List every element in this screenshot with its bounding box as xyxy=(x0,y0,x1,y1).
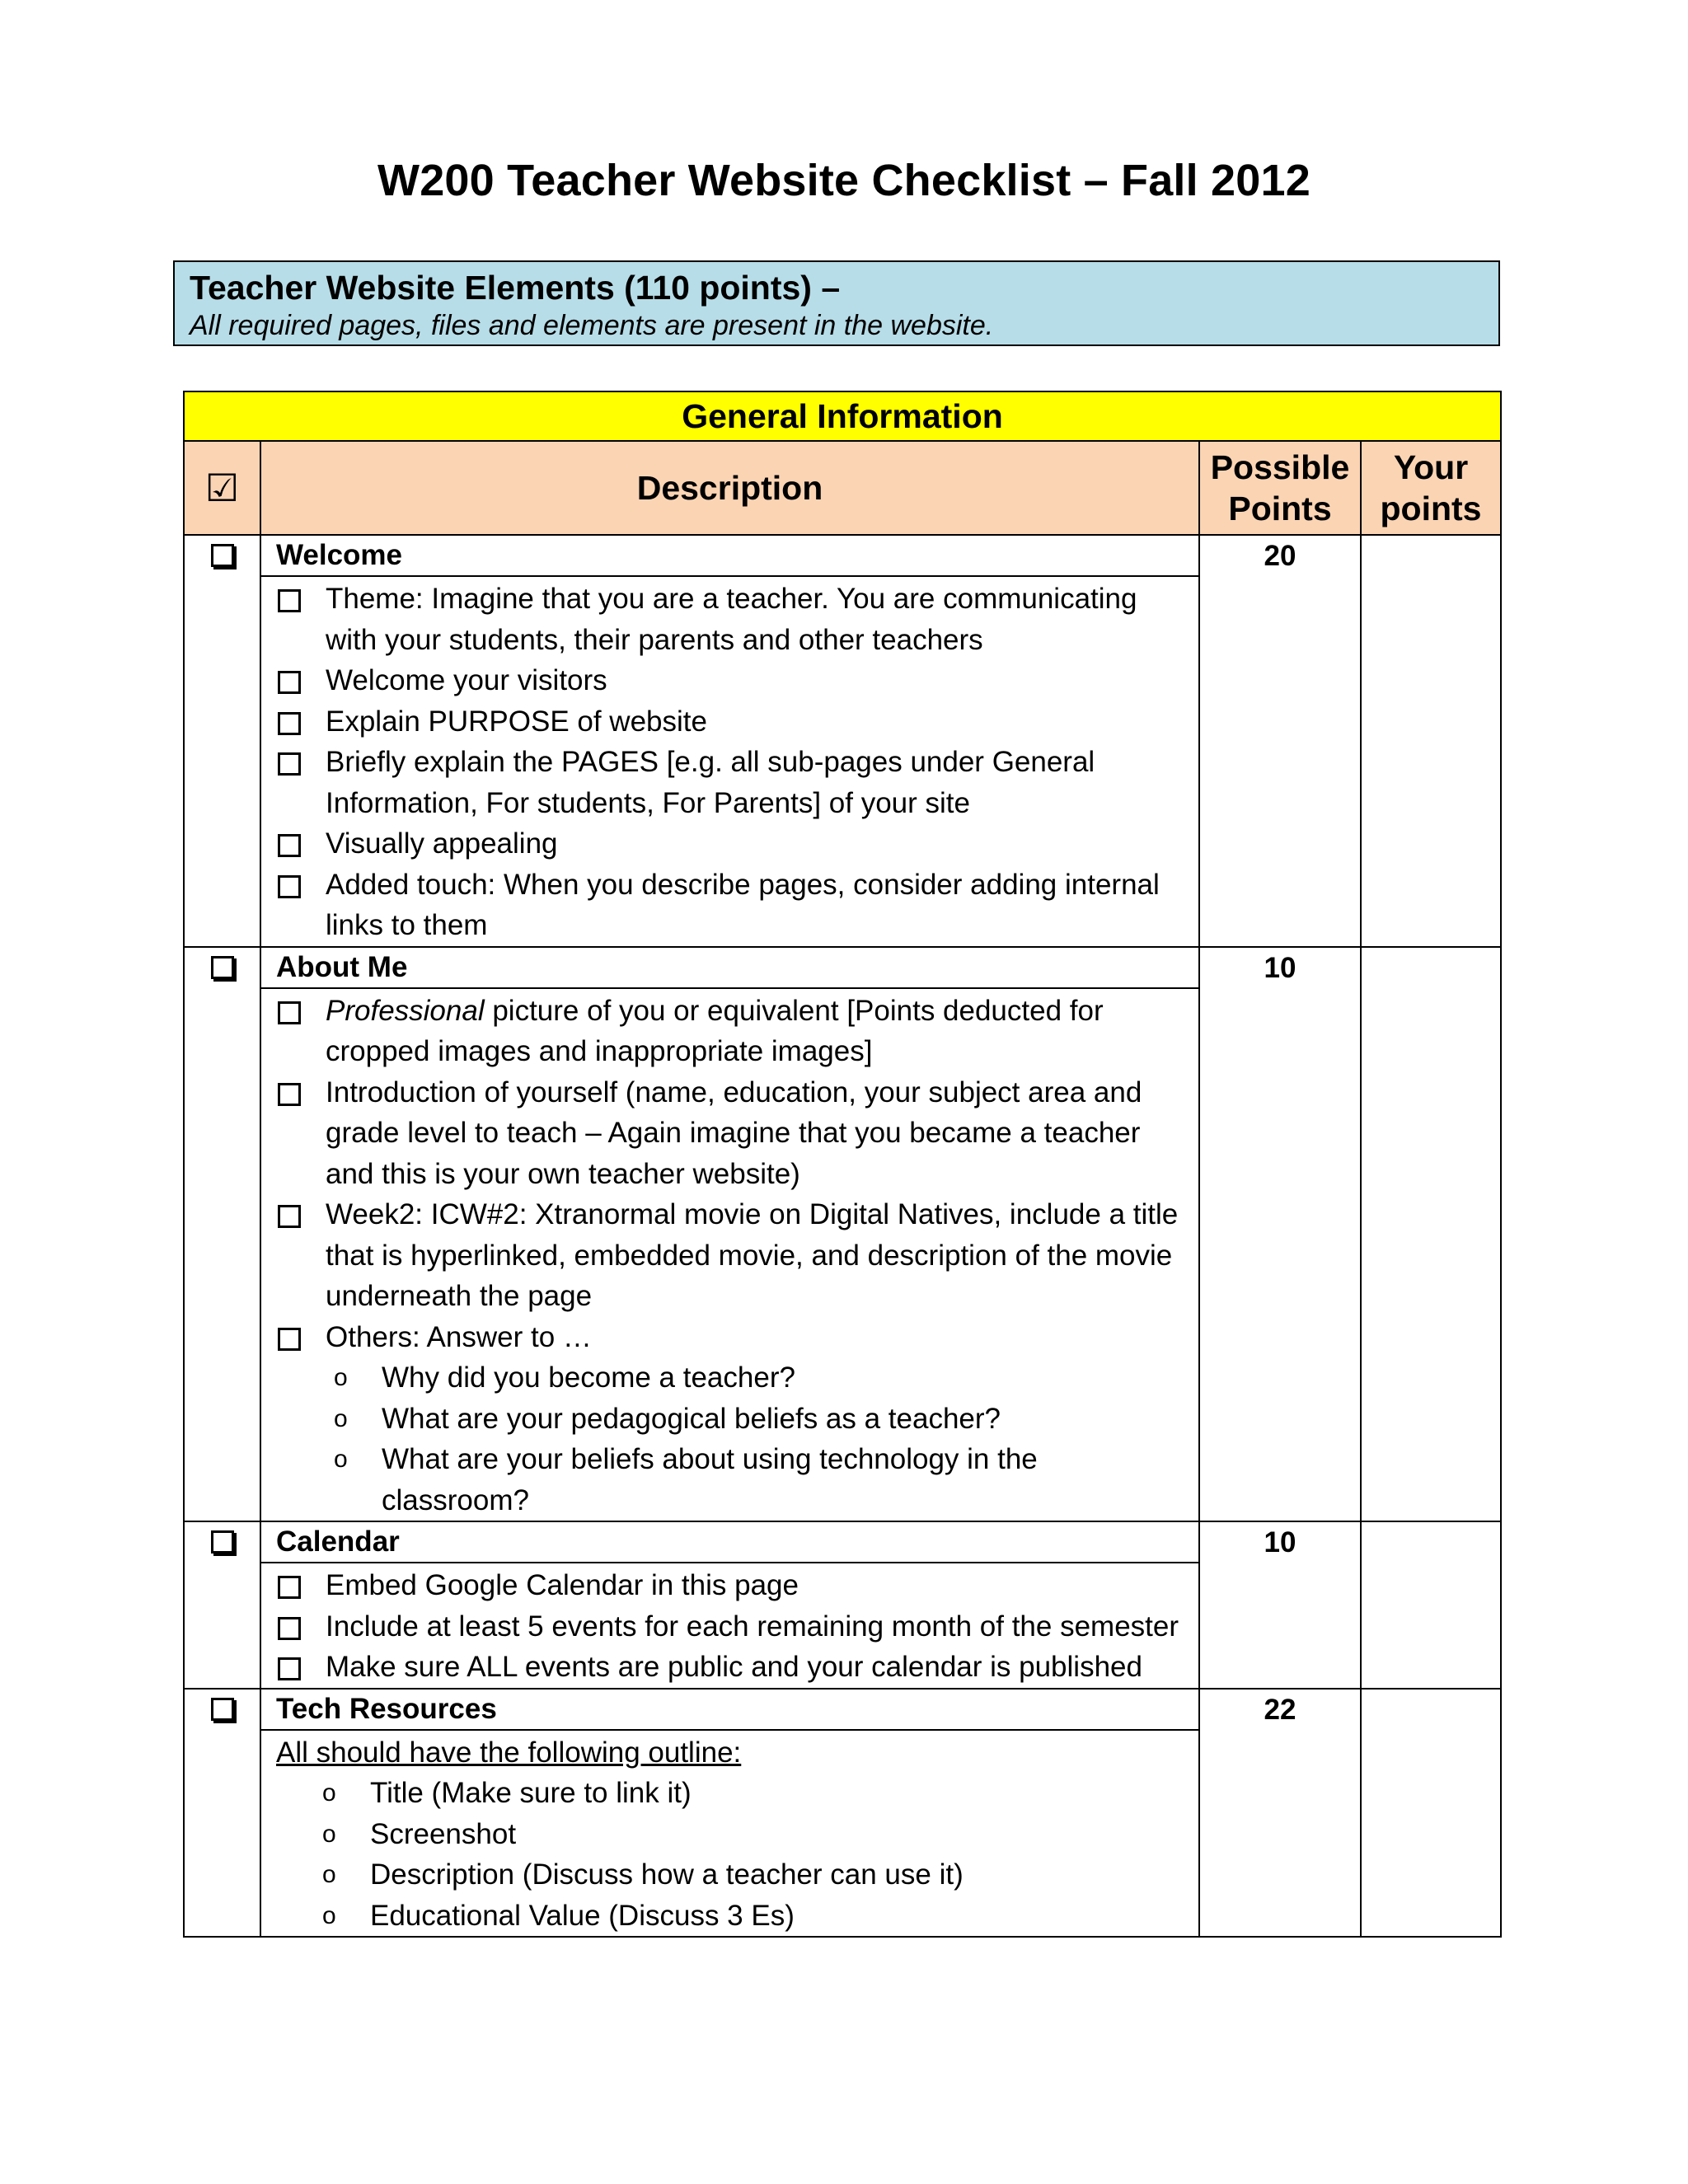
table-row xyxy=(184,535,1501,947)
row-description xyxy=(260,1689,1199,1938)
checkbox-icon[interactable] xyxy=(211,1530,234,1554)
row-title: About Me xyxy=(261,948,1198,989)
checkbox-icon[interactable] xyxy=(278,1205,301,1228)
your-points-input[interactable] xyxy=(1361,947,1501,1522)
page-title: W200 Teacher Website Checklist – Fall 2012 xyxy=(377,156,1311,205)
checkbox-icon[interactable] xyxy=(278,671,301,694)
table-row xyxy=(184,1689,1501,1938)
checklist-table xyxy=(183,391,1502,1938)
checkbox-icon[interactable] xyxy=(278,1001,301,1024)
section-title: Teacher Website Elements (110 points) – xyxy=(190,269,841,307)
your-points-input[interactable] xyxy=(1361,535,1501,947)
header-description: Description xyxy=(260,441,1199,535)
circle-bullet-icon: o xyxy=(322,1861,336,1888)
circle-bullet-icon: o xyxy=(322,1820,336,1848)
your-points-input[interactable] xyxy=(1361,1689,1501,1938)
checkbox-icon[interactable] xyxy=(211,544,234,567)
sub-list-item: o Why did you become a teacher? xyxy=(276,1357,1185,1399)
table-banner: General Information xyxy=(184,391,1501,441)
row-description xyxy=(260,535,1199,947)
sub-list-item: o Educational Value (Discuss 3 Es) xyxy=(276,1896,1185,1937)
circle-bullet-icon: o xyxy=(322,1779,336,1807)
row-title: Calendar xyxy=(261,1522,1198,1563)
circle-bullet-icon: o xyxy=(334,1446,348,1473)
circle-bullet-icon: o xyxy=(322,1901,336,1929)
header-your-points xyxy=(1361,441,1501,535)
header-possible-points xyxy=(1199,441,1361,535)
list-item: Theme: Imagine that you are a teacher. You are communicating with your students, their parents and other teachers xyxy=(276,579,1185,660)
list-item: Added touch: When you describe pages, consider adding internal links to them xyxy=(276,865,1185,946)
checkbox-icon[interactable] xyxy=(211,956,234,979)
header-check xyxy=(184,441,260,535)
list-item: Others: Answer to … xyxy=(276,1317,1185,1358)
list-item: Include at least 5 events for each remaining month of the semester xyxy=(276,1606,1185,1647)
outline-heading: All should have the following outline: xyxy=(276,1736,742,1769)
row-checkbox-cell xyxy=(184,947,260,1522)
possible-points-value: 10 xyxy=(1199,1521,1361,1689)
possible-points-value: 10 xyxy=(1199,947,1361,1522)
sub-list-item: o What are your pedagogical beliefs as a teacher? xyxy=(276,1399,1185,1440)
sub-list-item: o Description (Discuss how a teacher can use it) xyxy=(276,1854,1185,1896)
list-item: Welcome your visitors xyxy=(276,660,1185,701)
list-item: Briefly explain the PAGES [e.g. all sub-pages under General Information, For students, For Parents] of your site xyxy=(276,742,1185,823)
checkbox-icon[interactable] xyxy=(278,1657,301,1680)
header-your-line1: Your xyxy=(1393,448,1469,486)
list-item: Embed Google Calendar in this page xyxy=(276,1565,1185,1606)
sub-list-item: o What are your beliefs about using technology in the classroom? xyxy=(276,1439,1185,1521)
checkbox-icon[interactable] xyxy=(278,752,301,776)
checkbox-icon[interactable] xyxy=(278,1617,301,1640)
row-title: Tech Resources xyxy=(261,1690,1198,1731)
checkbox-icon[interactable] xyxy=(278,1576,301,1599)
checkbox-icon[interactable] xyxy=(278,834,301,857)
list-item: Week2: ICW#2: Xtranormal movie on Digital Natives, include a title that is hyperlinked, embedded movie, and description of the movie underneath the page xyxy=(276,1194,1185,1317)
header-possible-line2: Points xyxy=(1228,490,1332,527)
list-item: Explain PURPOSE of website xyxy=(276,701,1185,743)
section-subtitle: All required pages, files and elements are present in the website. xyxy=(190,310,994,341)
circle-bullet-icon: o xyxy=(334,1404,348,1432)
row-checkbox-cell xyxy=(184,535,260,947)
list-item: Visually appealing xyxy=(276,823,1185,865)
row-checkbox-cell xyxy=(184,1521,260,1689)
row-title: Welcome xyxy=(261,536,1198,577)
row-description xyxy=(260,947,1199,1522)
possible-points-value: 22 xyxy=(1199,1689,1361,1938)
circle-bullet-icon: o xyxy=(334,1364,348,1391)
checkbox-icon[interactable] xyxy=(278,589,301,612)
list-item: Professional picture of you or equivalent [Points deducted for cropped images and inappropriate images] xyxy=(276,991,1185,1072)
checkbox-icon[interactable] xyxy=(211,1698,234,1721)
checkbox-icon[interactable] xyxy=(278,1083,301,1106)
header-your-line2: points xyxy=(1380,490,1482,527)
your-points-input[interactable] xyxy=(1361,1521,1501,1689)
header-possible-line1: Possible xyxy=(1210,448,1350,486)
section-header xyxy=(173,260,1500,346)
row-checkbox-cell xyxy=(184,1689,260,1938)
checked-box-icon: ☑ xyxy=(204,466,240,509)
list-item: Make sure ALL events are public and your calendar is published xyxy=(276,1647,1185,1688)
list-item: Introduction of yourself (name, education, your subject area and grade level to teach – Again imagine that you became a teacher and this is your own teacher website) xyxy=(276,1072,1185,1195)
sub-list-item: o Screenshot xyxy=(276,1814,1185,1855)
checkbox-icon[interactable] xyxy=(278,875,301,898)
table-row xyxy=(184,1521,1501,1689)
sub-list-item: o Title (Make sure to link it) xyxy=(276,1773,1185,1814)
checkbox-icon[interactable] xyxy=(278,1328,301,1351)
checkbox-icon[interactable] xyxy=(278,712,301,735)
row-description xyxy=(260,1521,1199,1689)
possible-points-value: 20 xyxy=(1199,535,1361,947)
table-row xyxy=(184,947,1501,1522)
